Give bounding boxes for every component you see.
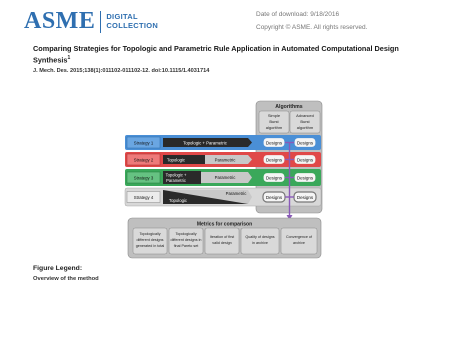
metric-4-line-2: in archive: [252, 241, 268, 245]
metric-2-line-2: different designs in: [170, 238, 202, 242]
metric-2-line-3: final Pareto set: [173, 244, 199, 248]
strategy-3-text-2: Parametric: [214, 175, 236, 180]
col1-label-3: algorithm: [265, 125, 283, 130]
logo-wordmark: ASME: [24, 8, 96, 34]
strategy-2-text-1: Topologic: [166, 157, 186, 163]
col2-label-2: Burst: [300, 119, 310, 124]
metric-1-line-3: generated in total: [135, 244, 165, 248]
designs-label: Designs: [265, 140, 283, 146]
metric-3-line-2: valid design: [212, 241, 232, 245]
strategy-3-name: Strategy 3: [133, 175, 154, 181]
metric-4-line-1: Quality of designs: [245, 235, 275, 239]
designs-label: Designs: [265, 194, 283, 200]
metric-5-line-1: Convergence of: [285, 235, 313, 239]
col1-label-1: Simple: [267, 113, 281, 118]
strategy-3-text-1: Topologic +: [165, 172, 187, 178]
download-date: Date of download: 9/18/2016: [256, 11, 340, 18]
designs-label: Designs: [265, 175, 283, 181]
strategy-2-text-2: Parametric: [214, 157, 236, 163]
metric-box-5: [281, 228, 317, 254]
copyright-notice: Copyright © ASME. All rights reserved.: [256, 24, 368, 31]
strategy-4-name: Strategy 4: [133, 195, 154, 200]
article-title-sup: 1: [67, 54, 71, 61]
logo-sub-line-1: DIGITAL: [106, 12, 138, 21]
metric-box-3: [205, 228, 239, 254]
metric-1-line-2: different designs: [136, 238, 164, 242]
strategy-4-text-2: Parametric: [225, 191, 247, 196]
metrics-label: Metrics for comparison: [196, 221, 253, 228]
metric-5-line-2: archive: [293, 241, 305, 245]
article-citation: J. Mech. Des. 2015;138(1):011102-011102-12. doi:10.1115/1.4031714: [33, 68, 210, 74]
col2-label-3: algorithm: [296, 125, 314, 130]
metric-box-1: [133, 228, 167, 254]
strategy-3-text-1b: Parametric: [166, 177, 186, 183]
metric-3-line-1: Iteration of first: [209, 235, 235, 239]
figure-legend-body: Overview of the method: [33, 276, 99, 282]
strategy-1-name: Strategy 1: [133, 140, 154, 146]
designs-label: Designs: [265, 157, 283, 163]
designs-label: Designs: [296, 157, 314, 163]
col1-label-2: Burst: [269, 119, 279, 124]
metric-1-line-1: Topologically: [139, 232, 161, 236]
strategy-2-name: Strategy 2: [133, 157, 154, 163]
algorithms-label: Algorithms: [275, 104, 303, 110]
designs-label: Designs: [296, 140, 314, 146]
col2-label-1: Advanced: [296, 113, 314, 118]
metric-box-4: [241, 228, 279, 254]
logo-sub-line-2: COLLECTION: [106, 20, 159, 30]
metric-2-line-1: Topologically: [175, 232, 197, 236]
strategy-4-text-1: Topologic: [168, 197, 188, 203]
strategy-1-text: Topologic + Parametric: [183, 140, 227, 146]
designs-label: Designs: [296, 175, 314, 181]
metric-box-2: [169, 228, 203, 254]
article-title-text: Comparing Strategies for Topologic and Parametric Rule Application in Automated Computational Design Synthesis: [33, 44, 399, 64]
designs-label: Designs: [296, 194, 314, 200]
figure-legend-heading: Figure Legend:: [33, 265, 83, 272]
